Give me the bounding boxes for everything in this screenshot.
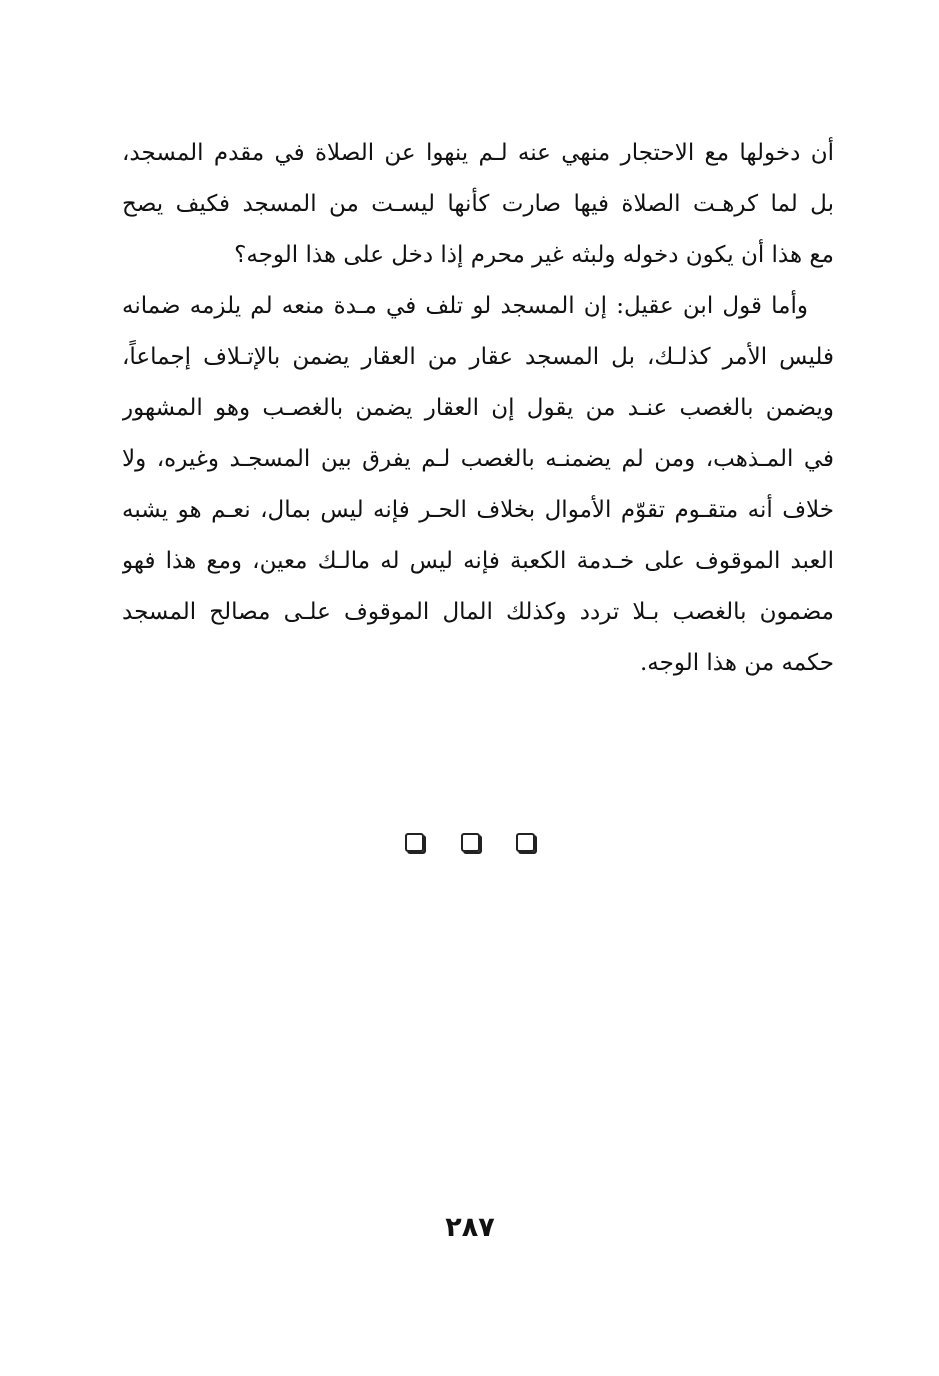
body-text (122, 128, 834, 689)
text-line: العبد الموقوف على خـدمة الكعبة فإنه ليس له مالـك معين، ومع هذا فهو (122, 548, 834, 574)
square-ornament-icon (405, 833, 424, 852)
text-line: وأما قول ابن عقيل: إن المسجد لو تلف في مـدة منعه لم يلزمه ضمانه (122, 293, 808, 319)
text-line: في المـذهب، ومن لم يضمنـه بالغصب لـم يفرق بين المسجـد وغيره، ولا (122, 446, 834, 472)
text-line: أن دخولها مع الاحتجار منهي عنه لـم ينهوا عن الصلاة في مقدم المسجد، (122, 140, 834, 166)
page-number: ٢٨٧ (445, 1212, 495, 1243)
square-ornament-icon (461, 833, 480, 852)
text-line: بل لما كرهـت الصلاة فيها صارت كأنها ليسـت من المسجد فكيف يصح (122, 191, 834, 217)
text-line: فليس الأمر كذلـك، بل المسجد عقار من العقار يضمن بالإتـلاف إجماعاً، (122, 344, 834, 370)
text-line: حكمه من هذا الوجه. (639, 650, 834, 676)
square-ornament-icon (516, 833, 535, 852)
paragraph (122, 281, 834, 689)
text-line: مع هذا أن يكون دخوله ولبثه غير محرم إذا دخل على هذا الوجه؟ (234, 242, 834, 268)
text-line: مضمون بالغصب بـلا تردد وكذلك المال الموقوف علـى مصالح المسجد (122, 599, 834, 625)
text-line: خلاف أنه متقـوم تقوّم الأموال بخلاف الحـر فإنه ليس بمال، نعـم هو يشبه (122, 497, 834, 523)
paragraph (122, 128, 834, 281)
text-line: ويضمن بالغصب عنـد من يقول إن العقار يضمن بالغصـب وهو المشهور (122, 395, 834, 421)
section-separator (405, 829, 535, 855)
